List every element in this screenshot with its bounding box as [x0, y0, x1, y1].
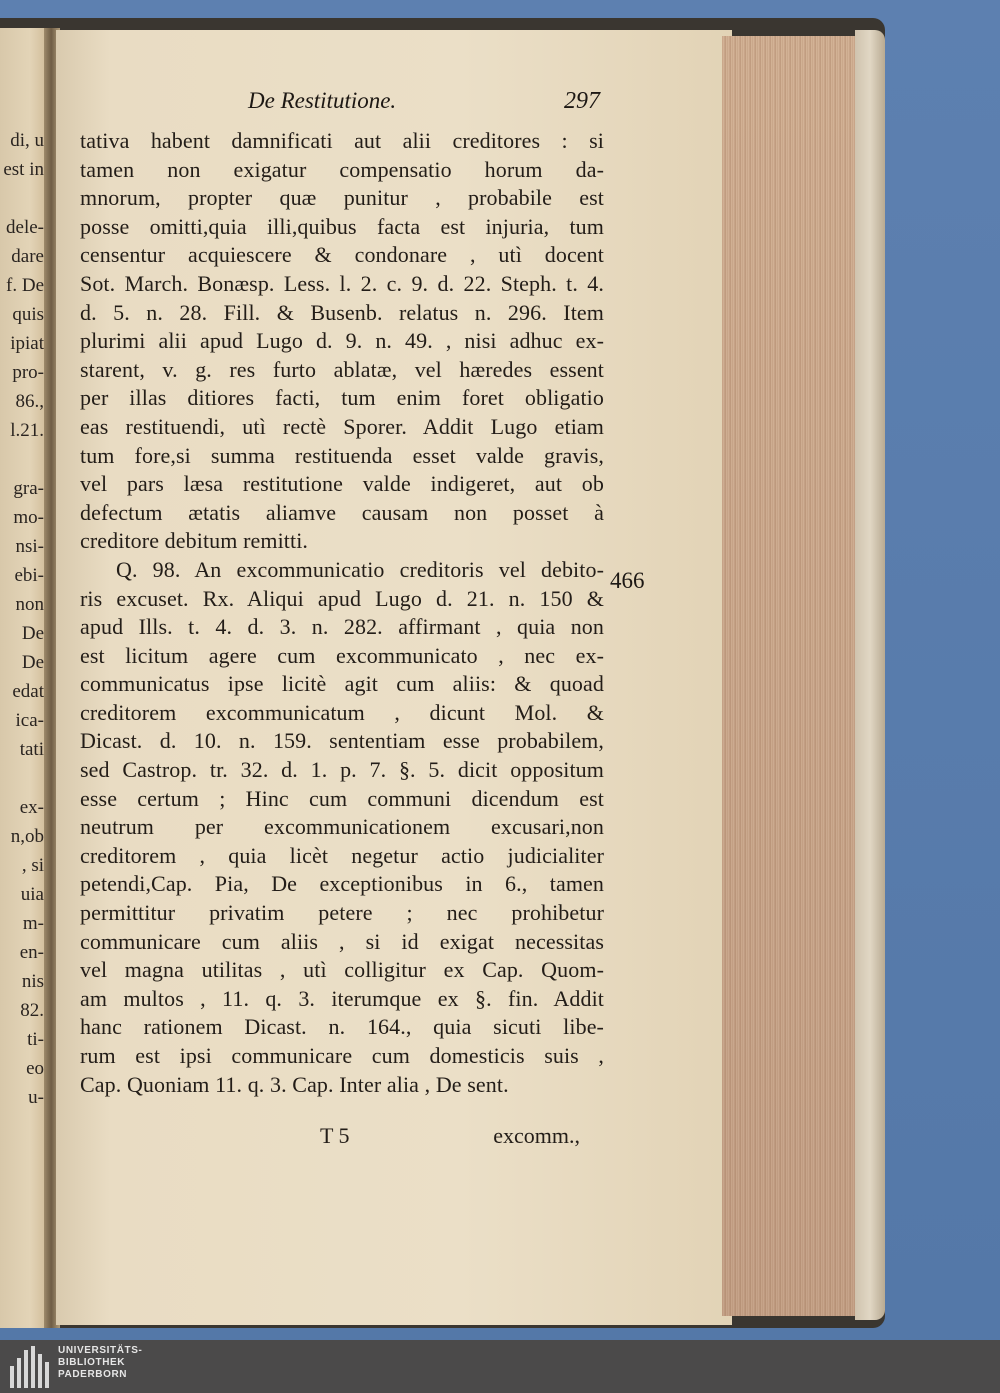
left-page-fragment: De [21, 652, 44, 673]
library-name-line1: UNIVERSITÄTS- [58, 1345, 143, 1356]
left-page-fragment: tati [19, 739, 44, 760]
left-page-fragment: n,ob [10, 826, 44, 847]
library-logo-icon [8, 1346, 52, 1388]
text-line: communicare cum aliis , si id exigat necessitas [80, 928, 604, 954]
previous-page-strip [0, 28, 50, 1328]
left-page-fragment: eo [26, 1058, 44, 1079]
text-line: censentur acquiescere & condonare , utì docent [80, 242, 604, 268]
text-line: Cap. Quoniam 11. q. 3. Cap. Inter alia , De sent. [80, 1071, 509, 1097]
text-line: posse omitti,quia illi,quibus facta est injuria, tum [80, 213, 604, 239]
text-line: Q. 98. An excommunicatio creditoris vel debito- [116, 556, 604, 582]
text-line: apud Ills. t. 4. d. 3. n. 282. affirmant , quia non [80, 614, 604, 640]
left-page-fragment: non [15, 594, 44, 615]
text-line: sed Castrop. tr. 32. d. 1. p. 7. §. 5. dicit oppositum [80, 757, 604, 783]
book-cover-edge [855, 30, 885, 1320]
left-page-fragment: uia [20, 884, 44, 905]
text-line: est licitum agere cum excommunicato , nec ex- [80, 642, 604, 668]
left-page-fragment: gra- [13, 478, 44, 499]
library-name [58, 1345, 142, 1381]
text-line: rum est ipsi communicare cum domesticis suis , [80, 1043, 604, 1068]
left-page-fragment: De [21, 623, 44, 644]
text-line: vel pars læsa restitutione valde indigeret, aut ob [80, 471, 604, 497]
text-line: tativa habent damnificati aut alii creditores : si [80, 128, 604, 153]
left-page-fragment: f. De [6, 275, 44, 296]
text-line: creditorem excommunicatum , dicunt Mol. & [80, 699, 604, 725]
left-page-fragment: ipiat [10, 333, 44, 354]
text-line: defectum ætatis aliamve causam non posset à [80, 499, 604, 525]
left-page-fragment: quis [12, 304, 44, 325]
text-line: ris excuset. Rx. Aliqui apud Lugo d. 21. n. 150 & [80, 585, 604, 611]
left-page-fragment: , si [21, 855, 44, 876]
margin-note: 466 [610, 568, 645, 593]
signature-mark: T 5 [320, 1123, 350, 1148]
left-page-fragment: ti- [27, 1029, 44, 1050]
text-line: vel magna utilitas , utì colligitur ex Cap. Quom- [80, 957, 604, 983]
left-page-fragment: ex- [19, 797, 44, 818]
left-page-fragment: ebi- [14, 565, 44, 586]
text-line: Dicast. d. 10. n. 159. sententiam esse probabilem, [80, 728, 604, 754]
text-line: creditore debitum remitti. [80, 528, 309, 554]
left-page-fragment: di, u [10, 130, 44, 151]
page-edges-tint [722, 36, 862, 1316]
body-text [80, 127, 604, 1099]
left-page-fragment: l.21. [10, 420, 44, 441]
page-footer [80, 1123, 604, 1153]
left-page-fragment: en- [19, 942, 44, 963]
text-line: mnorum, propter quæ punitur , probabile est [80, 185, 604, 211]
text-line: per illas ditiores facti, tum enim foret obligatio [80, 385, 604, 411]
left-page-fragment: mo- [13, 507, 44, 528]
text-line: communicatus ipse licitè agit cum aliis: & quoad [80, 671, 604, 697]
left-page-fragment: dare [11, 246, 44, 267]
library-branding-bar [0, 1340, 1000, 1393]
left-page-fragment: pro- [12, 362, 44, 383]
catchword: excomm., [493, 1123, 580, 1148]
library-name-line3: PADERBORN [58, 1369, 128, 1380]
text-line: tamen non exigatur compensatio horum da- [80, 156, 604, 182]
text-line: petendi,Cap. Pia, De exceptionibus in 6., tamen [80, 871, 604, 897]
running-title: De Restitutione. [248, 88, 397, 113]
text-line: starent, v. g. res furto ablatæ, vel hæredes essent [80, 356, 604, 382]
text-line: plurimi alii apud Lugo d. 9. n. 49. , nisi adhuc ex- [80, 328, 604, 354]
left-page-fragment: edat [12, 681, 44, 702]
text-line: tum fore,si summa restituenda esset valde gravis, [80, 442, 604, 468]
left-page-fragment: m- [22, 913, 44, 934]
page-header [80, 88, 600, 122]
text-line: hanc rationem Dicast. n. 164., quia sicuti libe- [80, 1014, 604, 1040]
left-page-fragment: 86., [15, 391, 44, 412]
page-number: 297 [564, 88, 600, 114]
text-line: eas restituendi, utì rectè Sporer. Addit Lugo etiam [80, 413, 604, 439]
library-name-line2: BIBLIOTHEK [58, 1357, 126, 1368]
left-page-fragment: nsi- [15, 536, 44, 557]
left-page-fragment: ica- [15, 710, 44, 731]
left-page-fragment: u- [28, 1087, 44, 1108]
left-page-fragment: nis [21, 971, 44, 992]
text-line: d. 5. n. 28. Fill. & Busenb. relatus n. 296. Item [80, 299, 604, 325]
left-page-fragment: 82. [20, 1000, 44, 1021]
left-page-fragment: dele- [6, 217, 44, 238]
text-line: am multos , 11. q. 3. iterumque ex §. fin. Addit [80, 985, 604, 1011]
text-line: permittitur privatim petere ; nec prohibetur [80, 900, 604, 926]
text-line: creditorem , quia licèt negetur actio judicialiter [80, 842, 604, 868]
left-page-fragment: est in [3, 159, 44, 180]
text-line: neutrum per excommunicationem excusari,non [80, 814, 604, 840]
text-line: esse certum ; Hinc cum communi dicendum est [80, 785, 604, 811]
text-line: Sot. March. Bonæsp. Less. l. 2. c. 9. d. 22. Steph. t. 4. [80, 270, 604, 296]
